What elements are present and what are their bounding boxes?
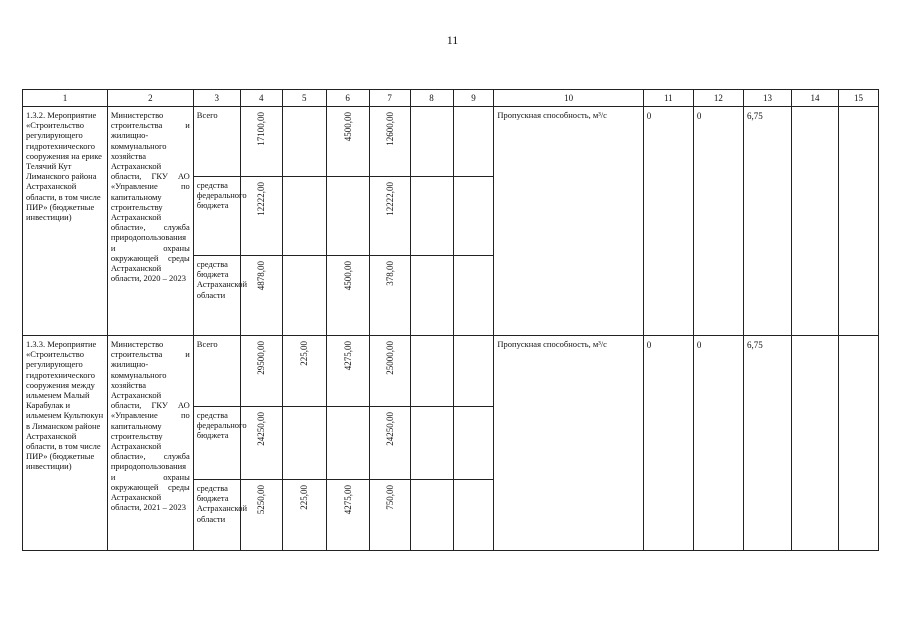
header-cell: 8	[410, 90, 453, 107]
executor-cell: Министерство строительства и жилищно-коммунального хозяйства Астраханской области, ГКУ АО «Управление по капитальному строительству Астраханской области», служба природопользования и охраны окружающей среды Астраханской области, 2020 – 2023	[107, 107, 193, 336]
amount-cell: 4878,00	[256, 261, 267, 291]
header-cell: 9	[453, 90, 494, 107]
value-cell: 0	[693, 107, 743, 336]
header-cell: 15	[839, 90, 879, 107]
table-row	[23, 336, 879, 407]
header-row	[23, 90, 879, 107]
header-cell: 1	[23, 90, 108, 107]
funding-source-cell: средства федерального бюджета	[193, 177, 240, 256]
empty-cell	[792, 107, 839, 336]
empty-cell	[410, 107, 453, 177]
amount-cell: 25000,00	[384, 341, 395, 375]
amount-cell: 24250,00	[256, 412, 267, 446]
empty-cell	[453, 336, 494, 407]
empty-cell	[410, 480, 453, 551]
empty-cell	[839, 107, 879, 336]
empty-cell	[792, 336, 839, 551]
empty-cell	[410, 256, 453, 336]
amount-cell: 4275,00	[342, 485, 353, 515]
program-measures-table	[22, 89, 879, 551]
amount-cell: 12222,00	[256, 182, 267, 216]
header-cell: 3	[193, 90, 240, 107]
empty-cell	[453, 407, 494, 480]
header-cell: 4	[240, 90, 282, 107]
header-cell: 13	[743, 90, 791, 107]
header-cell: 12	[693, 90, 743, 107]
header-cell: 7	[369, 90, 410, 107]
header-cell: 11	[643, 90, 693, 107]
page-number: 11	[446, 33, 459, 47]
empty-cell	[839, 336, 879, 551]
amount-cell: 750,00	[384, 485, 395, 510]
empty-cell	[453, 177, 494, 256]
header-cell: 10	[494, 90, 643, 107]
header-cell: 6	[326, 90, 369, 107]
empty-cell	[410, 177, 453, 256]
measure-name-cell: 1.3.2. Мероприятие «Строительство регулирующего гидротехнического сооружения на ерике Телячий Кут Лиманского района Астраханской области, в том числе ПИР» (бюджетные инвестиции)	[23, 107, 108, 336]
amount-cell: 5250,00	[256, 485, 267, 515]
amount-cell: 12222,00	[384, 182, 395, 216]
measure-name-cell: 1.3.3. Мероприятие «Строительство регулирующего гидротехнического сооружения между ильменем Малый Карабулак и ильменем Культюкун в Лиманском районе Астраханской области, в том числе ПИР» (бюджетные инвестиции)	[23, 336, 108, 551]
value-cell: 0	[643, 336, 693, 551]
amount-cell: 17100,00	[256, 112, 267, 146]
amount-cell: 12600,00	[384, 112, 395, 146]
header-cell: 5	[282, 90, 326, 107]
funding-source-cell: средства бюджета Астраханской области	[193, 256, 240, 336]
empty-cell	[453, 256, 494, 336]
amount-cell: 4500,00	[342, 112, 353, 142]
empty-cell	[453, 107, 494, 177]
amount-cell: 24250,00	[384, 412, 395, 446]
header-cell: 2	[107, 90, 193, 107]
amount-cell: 4275,00	[342, 341, 353, 371]
empty-cell	[453, 480, 494, 551]
value-cell: 0	[693, 336, 743, 551]
amount-cell: 225,00	[299, 485, 310, 510]
funding-source-cell: Всего	[193, 336, 240, 407]
amount-cell: 378,00	[384, 261, 395, 286]
indicator-cell: Пропускная способность, м³/с	[494, 336, 643, 551]
amount-cell: 4500,00	[342, 261, 353, 291]
header-cell: 14	[792, 90, 839, 107]
table-row	[23, 107, 879, 177]
value-cell: 0	[643, 107, 693, 336]
indicator-cell: Пропускная способность, м³/с	[494, 107, 643, 336]
value-cell: 6,75	[743, 107, 791, 336]
value-cell: 6,75	[743, 336, 791, 551]
funding-source-cell: Всего	[193, 107, 240, 177]
amount-cell: 225,00	[299, 341, 310, 366]
funding-source-cell: средства федерального бюджета	[193, 407, 240, 480]
amount-cell: 29500,00	[256, 341, 267, 375]
empty-cell	[410, 407, 453, 480]
empty-cell	[410, 336, 453, 407]
executor-cell: Министерство строительства и жилищно-коммунального хозяйства Астраханской области, ГКУ АО «Управление по капитальному строительству Астраханской области», служба природопользования и охраны окружающей среды Астраханской области, 2021 – 2023	[107, 336, 193, 551]
funding-source-cell: средства бюджета Астраханской области	[193, 480, 240, 551]
